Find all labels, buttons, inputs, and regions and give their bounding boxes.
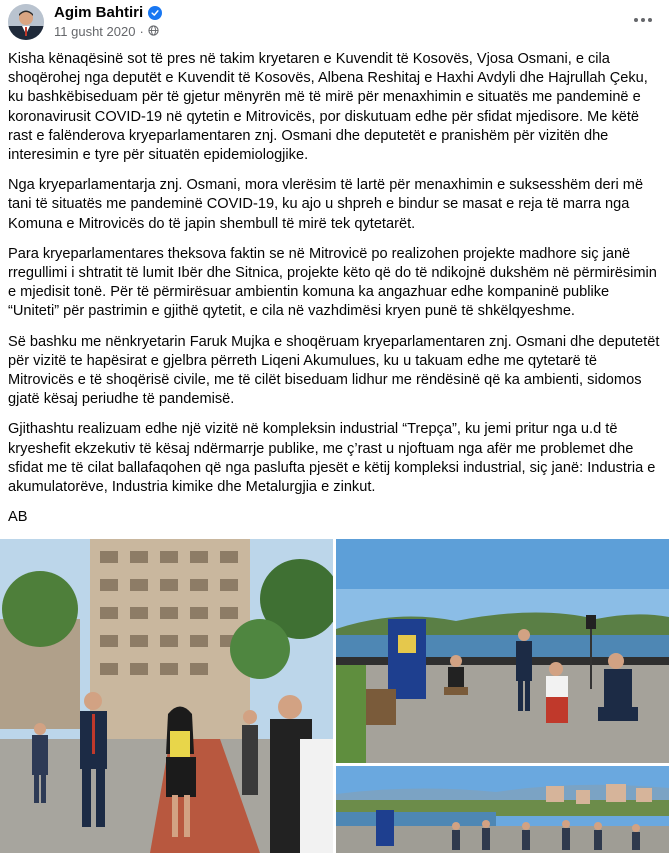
post-header xyxy=(0,0,669,44)
post-photo-3[interactable] xyxy=(336,766,669,853)
post-paragraph-1: Kisha kënaqësinë sot të pres në takim kryetaren e Kuvendit të Kosovës, Vjosa Osmani, e cila shoqërohej nga deputët e Kuvendit të Kosovës, Albena Reshitaj e Haxhi Avdyli dhe Hajrullah Çeku, ku bashkëbiseduam për të gjetur mënyrën më të mirë për menaxhimin e situatës me pandeminë e koronavirusit COVID-19 në qytetin e Mitrovicës, por diskutuam edhe për sfidat mjedisore. Me këtë rast e falënderova kryeparlamentaren znj. Osmani dhe deputetët e pranishëm për vizitën dhe interesimin e tyre për situatën epidemiologjike. xyxy=(8,51,648,164)
post-paragraph-5: Gjithashtu realizuam edhe një vizitë në kompleksin industrial “Trepça”, ku jemi pritur nga u.d të kryeshefit ekzekutiv të kësaj ndërmarrje publike, me ç’rast u njoftuam nga afër me problemet dhe sfidat me të cilat ballafaqohen që nga paslufta pjesët e këtij kompleksi industrial, siç janë: Industria e akumulatorëve, Industria kimike dhe Metalurgjia e zinkut. xyxy=(8,421,656,496)
post-paragraph-4: Së bashku me nënkryetarin Faruk Mujka e shoqëruam kryeparlamentaren znj. Osmani dhe deputetët për vizitë te hapësirat e gjelbra përreth Liqeni Akumulues, ku u takuam edhe me qytetarë të Mitrovicës e të shoqërisë civile, me të cilët biseduam lidhur me rëndësinë që ka ambienti, sidomos gjatë kësaj periudhe të pandemisë. xyxy=(8,333,660,408)
more-options-icon[interactable] xyxy=(631,10,655,30)
post-body xyxy=(8,50,663,538)
avatar[interactable] xyxy=(8,4,44,40)
post-date[interactable]: 11 gusht 2020 xyxy=(54,24,136,39)
author-name[interactable]: Agim Bahtiri xyxy=(54,4,144,21)
post-paragraph-3: Para kryeparlamentares theksova faktin se në Mitrovicë po realizohen projekte madhore siç janë rregullimi i shtratit të lumit Ibër dhe Sitnica, projekte këto që do të ndikojnë dukshëm në përmirësimin e mjedisit tonë. Për të përmirësuar ambientin komuna ka angazhuar edhe kompaninë publike “Uniteti” për pastrimin e gjithë qytetit, e cila në vazhdimësi kryen punë të shkëlqyeshme. xyxy=(8,245,657,320)
post-photo-2[interactable] xyxy=(336,539,669,763)
meta-separator: · xyxy=(139,24,144,39)
verified-badge-icon xyxy=(148,6,162,20)
globe-icon xyxy=(148,24,159,39)
post-photo-1[interactable] xyxy=(0,539,333,853)
post-signature: AB xyxy=(8,509,28,526)
post-paragraph-2: Nga kryeparlamentarja znj. Osmani, mora vlerësim të lartë për menaxhimin e suksesshëm deri më tani të situatës me pandeminë COVID-19, ku ajo u shpreh e bindur se masat e reja të marra nga Komuna e Mitrovicës do të japin shembull të mirë tek qytetarët. xyxy=(8,177,644,232)
